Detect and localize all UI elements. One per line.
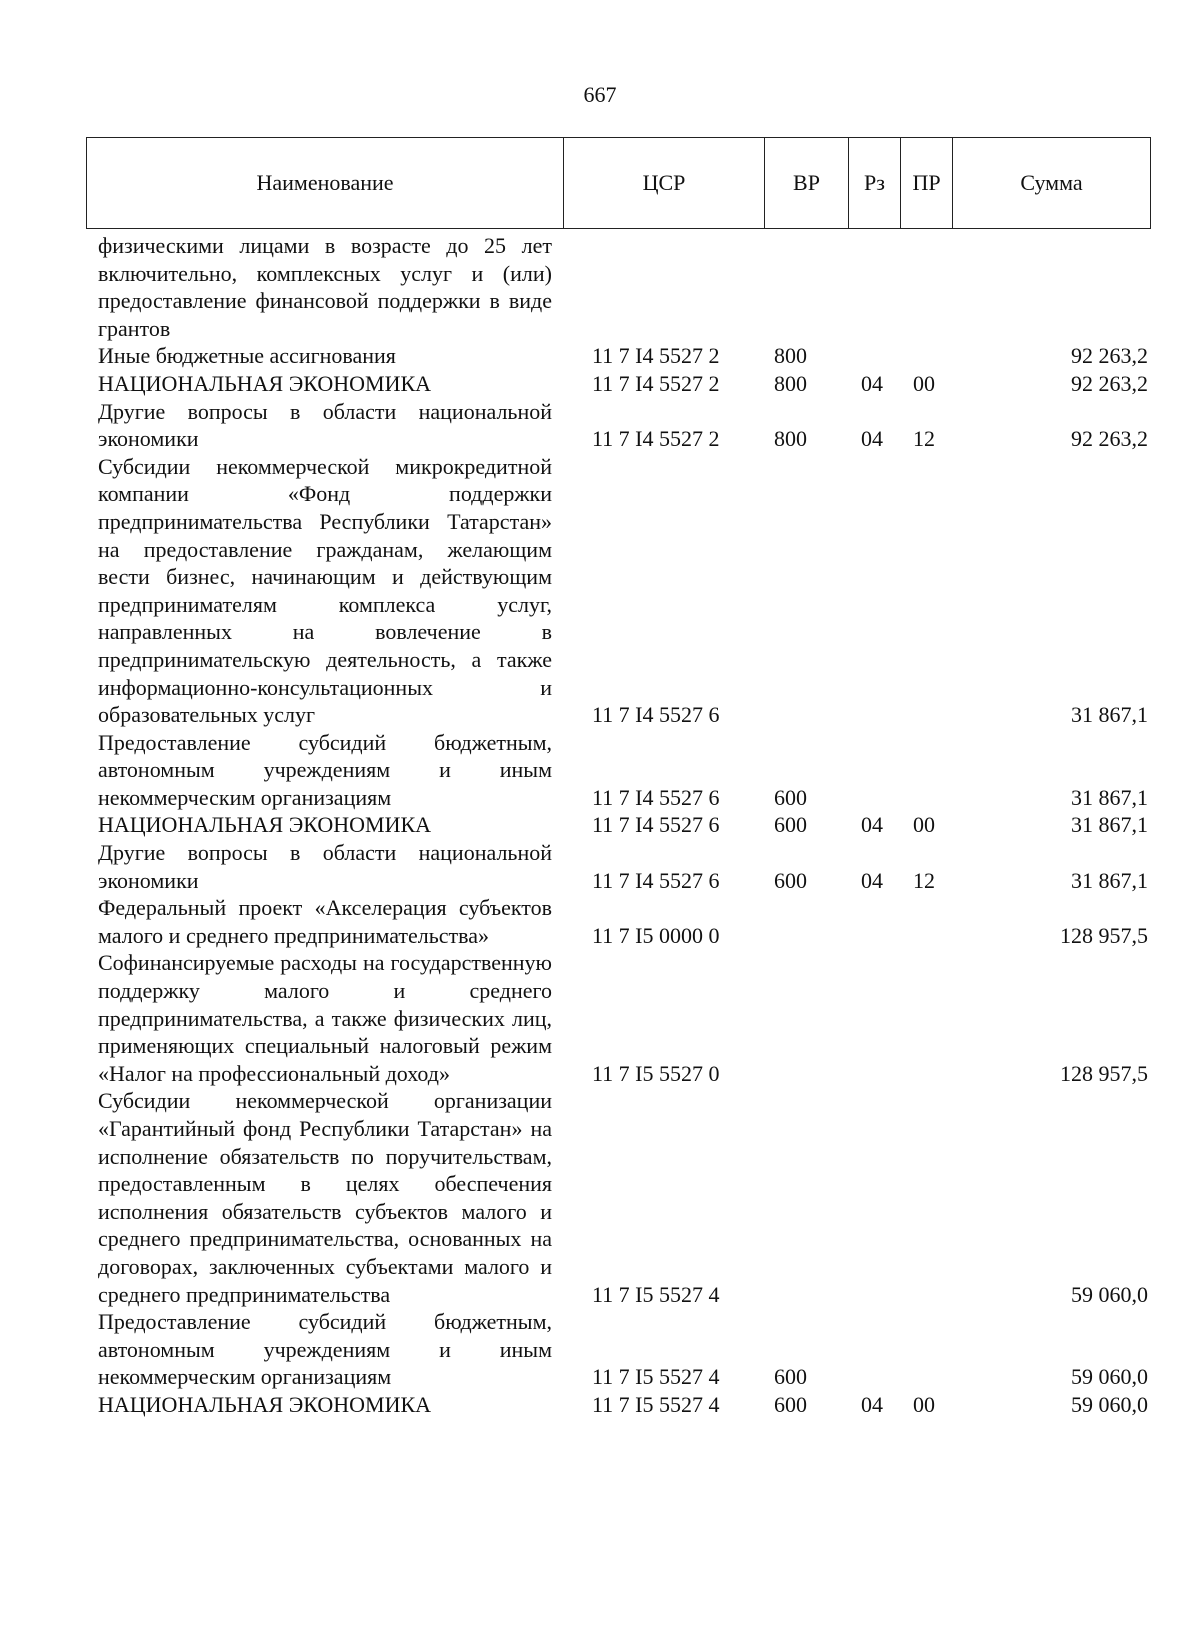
row-name: Другие вопросы в области национальной экономики xyxy=(98,840,552,893)
row-csr: 11 7 I5 0000 0 xyxy=(592,922,720,948)
row-csr: 11 7 I4 5527 6 xyxy=(592,812,720,838)
row-csr: 11 7 I4 5527 6 xyxy=(592,784,720,810)
table-row xyxy=(98,342,1148,370)
row-sum: 59 060,0 xyxy=(1071,1391,1148,1417)
table-row xyxy=(98,1308,1148,1391)
row-name: физическими лицами в возрасте до 25 лет включительно, комплексных услуг и (или) предоставление финансовой поддержки в виде грантов xyxy=(98,233,552,341)
row-rz: 04 xyxy=(861,1391,883,1417)
row-sum: 31 867,1 xyxy=(1071,784,1148,810)
row-csr: 11 7 I4 5527 2 xyxy=(592,343,720,369)
table-header xyxy=(86,137,1151,229)
row-csr: 11 7 I5 5527 4 xyxy=(592,1364,720,1390)
header-pr: ПР xyxy=(901,138,953,228)
row-sum: 92 263,2 xyxy=(1071,370,1148,396)
row-rz: 04 xyxy=(861,426,883,452)
table-row xyxy=(98,811,1148,839)
table-row xyxy=(98,370,1148,398)
header-name: Наименование xyxy=(87,138,564,228)
row-vr: 800 xyxy=(774,343,807,369)
row-name: Предоставление субсидий бюджетным, автономным учреждениям и иным некоммерческим организациям xyxy=(98,1309,552,1390)
row-name: НАЦИОНАЛЬНАЯ ЭКОНОМИКА xyxy=(98,812,432,838)
table-row xyxy=(98,839,1148,894)
table-row xyxy=(98,729,1148,812)
row-name: Субсидии некоммерческой организации «Гарантийный фонд Республики Татарстан» на исполнение обязательств по поручительствам, предоставленным в целях обеспечения исполнения обязательств субъектов малого и среднего предпринимательства, основанных на договорах, заключенных субъектами малого и среднего предпринимательства xyxy=(98,1088,552,1307)
table-row xyxy=(98,453,1148,729)
row-csr: 11 7 I5 5527 4 xyxy=(592,1391,720,1417)
row-name: Иные бюджетные ассигнования xyxy=(98,343,396,369)
row-pr: 12 xyxy=(913,867,935,893)
table-row xyxy=(98,1087,1148,1308)
row-csr: 11 7 I4 5527 2 xyxy=(592,426,720,452)
row-name: Федеральный проект «Акселерация субъектов малого и среднего предпринимательства» xyxy=(98,895,552,948)
row-vr: 600 xyxy=(774,812,807,838)
row-pr: 12 xyxy=(913,426,935,452)
row-csr: 11 7 I5 5527 0 xyxy=(592,1060,720,1086)
table-row xyxy=(98,232,1148,342)
row-sum: 31 867,1 xyxy=(1071,867,1148,893)
row-vr: 600 xyxy=(774,784,807,810)
table-body xyxy=(98,232,1148,1419)
row-pr: 00 xyxy=(913,812,935,838)
row-name: НАЦИОНАЛЬНАЯ ЭКОНОМИКА xyxy=(98,370,432,396)
row-sum: 128 957,5 xyxy=(1060,922,1148,948)
table-row xyxy=(98,1391,1148,1419)
row-name: Другие вопросы в области национальной экономики xyxy=(98,398,552,452)
header-sum: Сумма xyxy=(1020,170,1083,195)
table-row xyxy=(98,398,1148,453)
row-sum: 31 867,1 xyxy=(1071,702,1148,728)
row-csr: 11 7 I4 5527 6 xyxy=(592,867,720,893)
row-csr: 11 7 I5 5527 4 xyxy=(592,1281,720,1307)
row-sum: 59 060,0 xyxy=(1071,1281,1148,1307)
row-sum: 92 263,2 xyxy=(1071,343,1148,369)
table-row xyxy=(98,894,1148,949)
row-vr: 600 xyxy=(774,1391,807,1417)
row-rz: 04 xyxy=(861,370,883,396)
header-csr: ЦСР xyxy=(564,138,765,228)
row-name: НАЦИОНАЛЬНАЯ ЭКОНОМИКА xyxy=(98,1391,432,1417)
row-name: Предоставление субсидий бюджетным, автономным учреждениям и иным некоммерческим организациям xyxy=(98,729,552,810)
row-name: Субсидии некоммерческой микрокредитной компании «Фонд поддержки предпринимательства Республики Татарстан» на предоставление гражданам, желающим вести бизнес, начинающим и действующим предпринимателям комплекса услуг, направленных на вовлечение в предпринимательскую деятельность, а также информационно-консультационных и образовательных услуг xyxy=(98,453,552,728)
row-vr: 800 xyxy=(774,426,807,452)
row-sum: 59 060,0 xyxy=(1071,1364,1148,1390)
header-rz: Рз xyxy=(849,138,901,228)
row-rz: 04 xyxy=(861,867,883,893)
row-vr: 600 xyxy=(774,1364,807,1390)
header-vr: ВР xyxy=(765,138,849,228)
row-vr: 600 xyxy=(774,867,807,893)
row-pr: 00 xyxy=(913,370,935,396)
row-csr: 11 7 I4 5527 2 xyxy=(592,370,720,396)
row-name: Софинансируемые расходы на государственную поддержку малого и среднего предпринимательства, а также физических лиц, применяющих специальный налоговый режим «Налог на профессиональный доход» xyxy=(98,950,552,1086)
row-pr: 00 xyxy=(913,1391,935,1417)
row-rz: 04 xyxy=(861,812,883,838)
row-vr: 800 xyxy=(774,370,807,396)
row-sum: 31 867,1 xyxy=(1071,812,1148,838)
table-row xyxy=(98,949,1148,1087)
page-number: 667 xyxy=(583,82,617,107)
row-sum: 128 957,5 xyxy=(1060,1060,1148,1086)
row-sum: 92 263,2 xyxy=(1071,426,1148,452)
row-csr: 11 7 I4 5527 6 xyxy=(592,702,720,728)
